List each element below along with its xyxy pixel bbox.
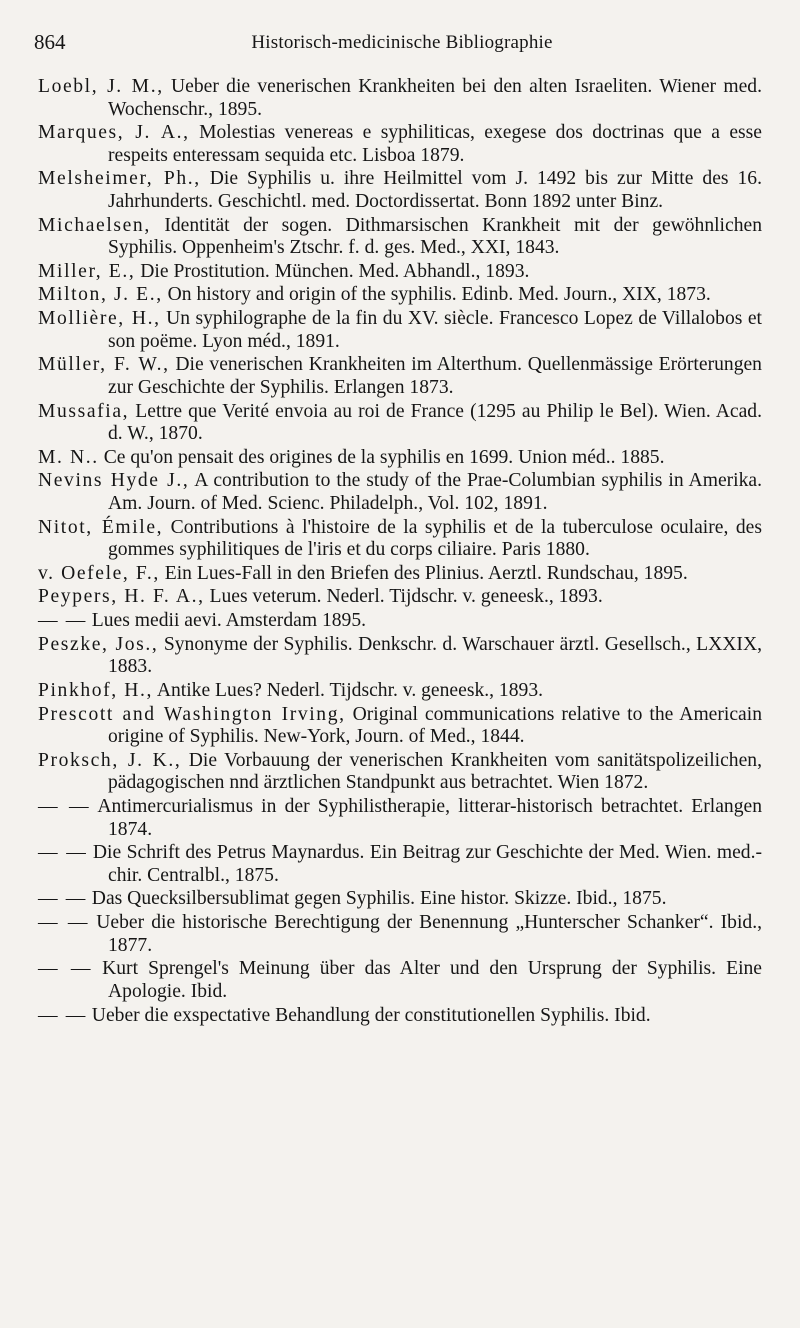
entry-author: Marques, J. A., bbox=[38, 122, 190, 144]
entry-author: — — bbox=[38, 1004, 87, 1026]
bibliography-entry bbox=[38, 842, 762, 887]
entry-text: Kurt Sprengel's Meinung über das Alter und den Ursprung der Syphilis. Eine Apologie. Ibid. bbox=[102, 958, 763, 1002]
bibliography-entry bbox=[38, 470, 762, 515]
entry-author: Mollière, H., bbox=[38, 308, 161, 330]
entry-text: On history and origin of the syphilis. Edinb. Med. Journ., XIX, 1873. bbox=[167, 284, 711, 306]
entry-text: Ueber die historische Berechtigung der Benennung „Hunterscher Schanker“. Ibid., 1877. bbox=[96, 912, 762, 956]
page-header bbox=[34, 30, 770, 60]
entry-author: Peszke, Jos., bbox=[38, 633, 159, 655]
entry-text: Die Vorbauung der venerischen Krankheiten vom sanitätspolizeilichen, pädagogischen nnd ärztlichen Standpunkt aus betrachtet. Wien 1872. bbox=[108, 749, 762, 794]
entry-text: Ein Lues-Fall in den Briefen des Plinius. Aerztl. Rundschau, 1895. bbox=[164, 562, 688, 584]
entry-author: Peypers, H. F. A., bbox=[38, 586, 205, 608]
entry-author: Mussafia, bbox=[38, 400, 130, 422]
entry-text: Identität der sogen. Dithmarsischen Krankheit mit der gewöhnlichen Syphilis. Oppenheim's Ztschr. f. d. ges. Med., XXI, 1843. bbox=[108, 214, 762, 259]
bibliography-entry bbox=[38, 168, 762, 213]
entry-text: A contribution to the study of the Prae-Columbian syphilis in Amerika. Am. Journ. of Med. Scienc. Philadelph., Vol. 102, 1891. bbox=[108, 470, 762, 514]
bibliography-entry bbox=[38, 563, 762, 586]
entry-text: Lues medii aevi. Amsterdam 1895. bbox=[91, 610, 367, 632]
entry-author: Nitot, Émile, bbox=[38, 516, 164, 538]
bibliography-entry bbox=[38, 796, 762, 841]
bibliography-entry bbox=[38, 517, 762, 562]
entry-text: Die Schrift des Petrus Maynardus. Ein Beitrag zur Geschichte der Med. Wien. med.-chir. Centralbl., 1875. bbox=[92, 842, 762, 886]
entry-text: Lettre que Verité envoia au roi de France (1295 au Philip le Bel). Wien. Acad. d. W., 1870. bbox=[108, 400, 762, 444]
entry-text: Die venerischen Krankheiten im Alterthum. Quellenmässige Erörterungen zur Geschichte der Syphilis. Erlangen 1873. bbox=[108, 354, 762, 398]
entry-text: Contributions à l'histoire de la syphilis et de la tuberculose oculaire, des gommes syphilitiques de l'iris et du corps ciliaire. Paris 1880. bbox=[108, 516, 762, 561]
bibliography-entry bbox=[38, 308, 762, 353]
entry-text: Ueber die venerischen Krankheiten bei den alten Israeliten. Wiener med. Wochenschr., 1895. bbox=[108, 76, 762, 120]
bibliography-entry bbox=[38, 586, 762, 609]
entry-author: — — bbox=[38, 912, 90, 934]
bibliography-entry bbox=[38, 888, 762, 911]
entry-author: Michaelsen, bbox=[38, 214, 151, 236]
entry-author: — — bbox=[38, 610, 87, 632]
bibliography-entry bbox=[38, 704, 762, 749]
entry-author: — — bbox=[38, 842, 88, 864]
bibliography-entry bbox=[38, 634, 762, 679]
entry-author: — — bbox=[38, 958, 93, 980]
bibliography-entry bbox=[38, 447, 762, 470]
entry-text: Das Quecksilbersublimat gegen Syphilis. Eine histor. Skizze. Ibid., 1875. bbox=[91, 888, 667, 910]
bibliography-entry bbox=[38, 958, 762, 1003]
bibliography-entry bbox=[38, 284, 762, 307]
entry-author: Müller, F. W., bbox=[38, 354, 170, 376]
entry-author: Proksch, J. K., bbox=[38, 749, 182, 771]
bibliography-entry bbox=[38, 122, 762, 167]
entry-text: Die Prostitution. München. Med. Abhandl., 1893. bbox=[140, 260, 530, 282]
bibliography-entry bbox=[38, 680, 762, 703]
entry-text: Un syphilographe de la fin du XV. siècle. Francesco Lopez de Villalobos et son poëme. Lyon méd., 1891. bbox=[108, 308, 763, 352]
entry-text: Synonyme der Syphilis. Denkschr. d. Warschauer ärztl. Gesellsch., LXXIX, 1883. bbox=[108, 633, 762, 678]
bibliography-entry bbox=[38, 610, 762, 633]
bibliography-entry bbox=[38, 215, 762, 260]
entry-text: Molestias venereas e syphiliticas, exegese dos doctrinas que a esse respeits enteressam sequida etc. Lisboa 1879. bbox=[108, 122, 762, 166]
entry-author: — — bbox=[38, 888, 87, 910]
entry-author: Nevins Hyde J., bbox=[38, 470, 190, 492]
entry-author: — — bbox=[38, 796, 91, 818]
entry-author: M. N.. bbox=[38, 446, 99, 468]
entry-author: Milton, J. E., bbox=[38, 284, 163, 306]
bibliography-entry bbox=[38, 76, 762, 121]
bibliography-entry bbox=[38, 912, 762, 957]
bibliography-entry bbox=[38, 261, 762, 284]
entry-author: Prescott and Washington Irving, bbox=[38, 703, 346, 725]
entry-text: Antike Lues? Nederl. Tijdschr. v. geneesk., 1893. bbox=[156, 680, 544, 701]
entry-text: Lues veterum. Nederl. Tijdschr. v. geneesk., 1893. bbox=[209, 586, 603, 608]
entry-text: Ce qu'on pensait des origines de la syphilis en 1699. Union méd.. 1885. bbox=[103, 446, 665, 468]
bibliography-entry bbox=[38, 1005, 762, 1028]
entry-author: Loebl, J. M., bbox=[38, 76, 164, 97]
entry-author: Melsheimer, Ph., bbox=[38, 168, 201, 190]
bibliography-entry bbox=[38, 401, 762, 446]
running-title: Historisch-medicinische Bibliographie bbox=[251, 32, 553, 53]
entry-author: Miller, E., bbox=[38, 260, 136, 282]
entry-text: Ueber die exspectative Behandlung der constitutionellen Syphilis. Ibid. bbox=[91, 1004, 651, 1026]
entry-author: Pinkhof, H., bbox=[38, 680, 153, 701]
bibliography-entry bbox=[38, 750, 762, 795]
entry-text: Die Syphilis u. ihre Heilmittel vom J. 1492 bis zur Mitte des 16. Jahrhunderts. Geschichtl. med. Doctordissertat. Bonn 1892 unter Binz. bbox=[108, 168, 762, 212]
page-number: 864 bbox=[34, 30, 66, 54]
bibliography-list bbox=[38, 76, 762, 1028]
entry-text: Antimercurialismus in der Syphilistherapie, litterar-historisch betrachtet. Erlangen 1874. bbox=[97, 796, 763, 840]
bibliography-entry bbox=[38, 354, 762, 399]
entry-text: Original communications relative to the Americain origine of Syphilis. New-York, Journ. of Med., 1844. bbox=[108, 703, 762, 748]
entry-author: v. Oefele, F., bbox=[38, 562, 160, 584]
